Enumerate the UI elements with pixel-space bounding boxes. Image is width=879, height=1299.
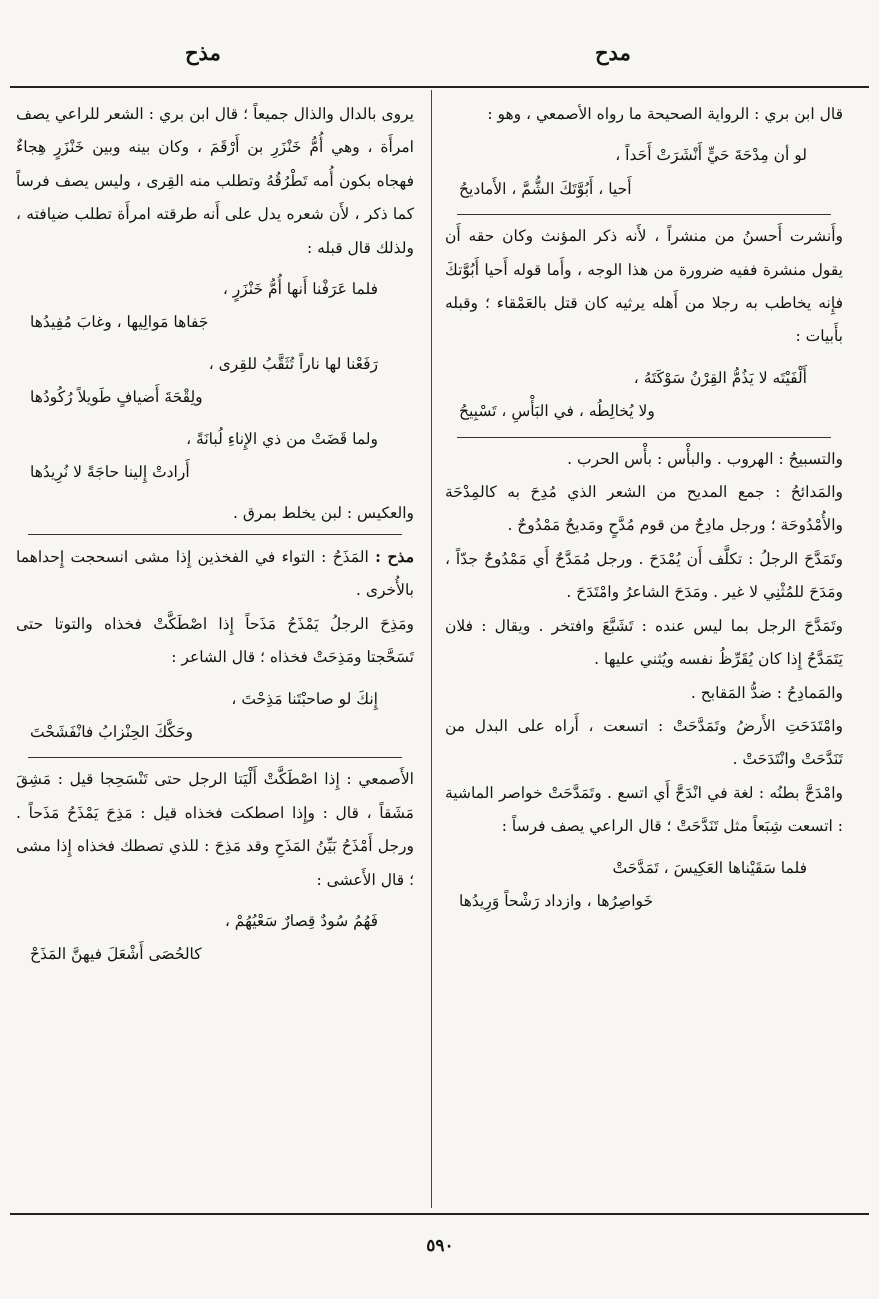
paragraph: الأَصمعي : إِذا اصْطَكَّتْ أَلْيَتا الرجل حتى تَنْسَحِجا قيل : مَشِقَ مَشَقاً ، قال : وإِذا اصطكت فخذاه قيل : مَذِحَ يَمْذَحُ مَذَحاً . ورجل أَمْذَحُ بَيِّنُ المَذَحِ وقد مَذِحَ : للذي تصطك فخذاه إِذا مشى ؛ قال الأَعشى :: [16, 770, 414, 889]
paragraph: وامْتَدَحَتِ الأَرضُ وتَمَدَّحَتْ : اتسعت ، أَراه على البدل من تَنَدَّحَتْ وانْتَدَحَتْ .: [445, 716, 843, 769]
paragraph: والتسبيحُ : الهروب . والبأْس : بأْس الحرب .: [567, 449, 843, 468]
paragraph: والعكيس : لبن يخلط بمرق .: [233, 504, 414, 523]
verse-line: كالحُصَى أَشْعَلَ فيهنَّ المَذَحْ: [30, 945, 202, 964]
footer-rule: [10, 1213, 869, 1215]
verse: [445, 139, 843, 206]
verse: [16, 683, 414, 750]
verse: [16, 423, 414, 490]
section-separator: [457, 437, 831, 438]
verse-line: وحَكَّكَ الحِنْزابُ فانْفَشَحْتَ: [30, 722, 194, 741]
section-separator: [28, 534, 402, 535]
verse-line: لو أن مِدْحَةَ حَيٍّ أَنْشَرَتْ أَحَداً ،: [615, 146, 807, 165]
verse-line: فلما عَرَفْنا أَنها أُمُّ خَنْزَرٍ ،: [222, 280, 378, 299]
paragraph: ومَذِحَ الرجلُ يَمْذَحُ مَذَحاً إِذا اصْطَكَّتْ فخذاه والتوتا حتى تَسَحَّجتا ومَذِحَتْ فخذاه ؛ قال الشاعر :: [16, 614, 414, 667]
section-separator: [28, 757, 402, 758]
paragraph: وأَنشرت أَحسنُ من منشراً ، لأَنه ذكر المؤنث وكان حقه أَن يقول منشرة ففيه ضرورة من هذا الوجه ، وأَما قوله أَحيا أَبُوَّتكَ فإِنه يخاطب به رجلا من أَهله يرثيه كان قتل بالعَمْقاء ؛ وقبله بأَبيات :: [445, 227, 843, 346]
paragraph: وتَمَدَّحَ الرجلُ : تكلَّف أَن يُمْدَحَ . ورجل مُمَدَّحٌ أَي مَمْدُوحٌ جدّاً ، ومَدَحَ للمُثْنِي لا غير . ومَدَحَ الشاعرُ وامْتَدَحَ .: [445, 549, 843, 602]
running-head-left: مذح: [185, 40, 221, 65]
right-column: [445, 98, 843, 1206]
paragraph: قال ابن بري : الرواية الصحيحة ما رواه الأصمعي ، وهو :: [487, 105, 843, 123]
left-column: [16, 98, 414, 1206]
entry-headword: مذح :: [375, 546, 414, 566]
paragraph: والمَدائحُ : جمع المديح من الشعر الذي مُدِحَ به كالمِدْحَة والأُمْدُوحَة ؛ ورجل مادِحٌ من قوم مُدَّحٍ ومَديحٌ مَمْدُوحٌ .: [445, 483, 843, 535]
column-divider: [431, 90, 432, 1208]
verse-line: جَفاها مَوالِيها ، وغابَ مُفِيدُها: [30, 313, 209, 332]
verse-line: فلما سَقَيْناها العَكِيسَ ، تَمَدَّحَتْ: [612, 858, 807, 877]
paragraph: يروى بالدال والذال جميعاً ؛ قال ابن بري : الشعر للراعي يصف امرأَة ، وهي أُمُّ خَنْزَرِ بن أَرْقَمَ ، وكان بينه وبين خَنْزَرٍ هِجاءٌ فهجاه بكون أُمه تَطْرُقُهُ وتطلب منه القِرى ، وليس يصف فرساً كما ذكر ، لأَن شعره يدل على أَنه طرقته امرأَة تطلب ضيافته ، ولذلك قال قبله :: [16, 105, 414, 257]
paragraph: وتَمَدَّحَ الرجل بما ليس عنده : تَشَبَّعَ وافتخر . ويقال : فلان يَتَمَدَّحُ إِذا كان يُقَرِّظُ نفسه ويُثني عليها .: [445, 616, 843, 669]
entry-paragraph: [16, 540, 414, 608]
verse-line: خَواصِرُها ، وازداد رَشْحاً وَرِيدُها: [459, 891, 654, 910]
verse: [16, 905, 414, 972]
verse: [16, 273, 414, 340]
verse-line: أَحيا ، أَبُوَّتَكَ الشُّمَّ ، الأَماديحُ: [459, 179, 632, 198]
verse-line: ولا يُخالِطُه ، في البَأْسِ ، تَسْبِيحُ: [459, 402, 655, 421]
verse: [445, 852, 843, 919]
entry-text: المَذَحُ : التواء في الفخذين إِذا مشى انسحجت إِحداهما بالأُخرى .: [16, 547, 414, 600]
header-rule: [10, 86, 869, 88]
verse-line: أَرادتْ إِلينا حاجَةً لا نُرِيدُها: [30, 463, 190, 482]
verse-line: أَلْفَيْتَه لا يَذُمُّ القِرْنُ سَوْكَتَهُ ،: [633, 368, 807, 387]
verse-line: رَفَعْنا لها ناراً تُثَقَّبُ للقِرى ،: [208, 354, 378, 373]
verse: [445, 362, 843, 429]
verse-line: فَهُمُ سُودٌ قِصارٌ سَعْيُهُمْ ،: [224, 911, 378, 930]
verse-line: ولِقْحَةَ أَضيافٍ طَويلاً رُكُودُها: [30, 388, 203, 407]
paragraph: وامْدَحَّ بطنُه : لغة في انْدَحَّ أَي اتسع . وتَمَدَّحَتْ خواصر الماشية : اتسعت شِبَعاً مثل تَنَدَّحَتْ ؛ قال الراعي يصف فرساً :: [445, 783, 843, 836]
running-head-right: مدح: [595, 40, 631, 65]
verse-line: ولما قَضَتْ من ذي الإِناءِ لُبانَةً ،: [186, 429, 378, 448]
section-separator: [457, 214, 831, 215]
page-number: ٥٩٠: [426, 1236, 454, 1256]
verse: [16, 348, 414, 415]
verse-line: إِنكَ لو صاحبْتَنا مَذِحْتَ ،: [231, 689, 378, 708]
paragraph: والمَمادِحُ : ضدُّ المَقابح .: [690, 683, 843, 702]
